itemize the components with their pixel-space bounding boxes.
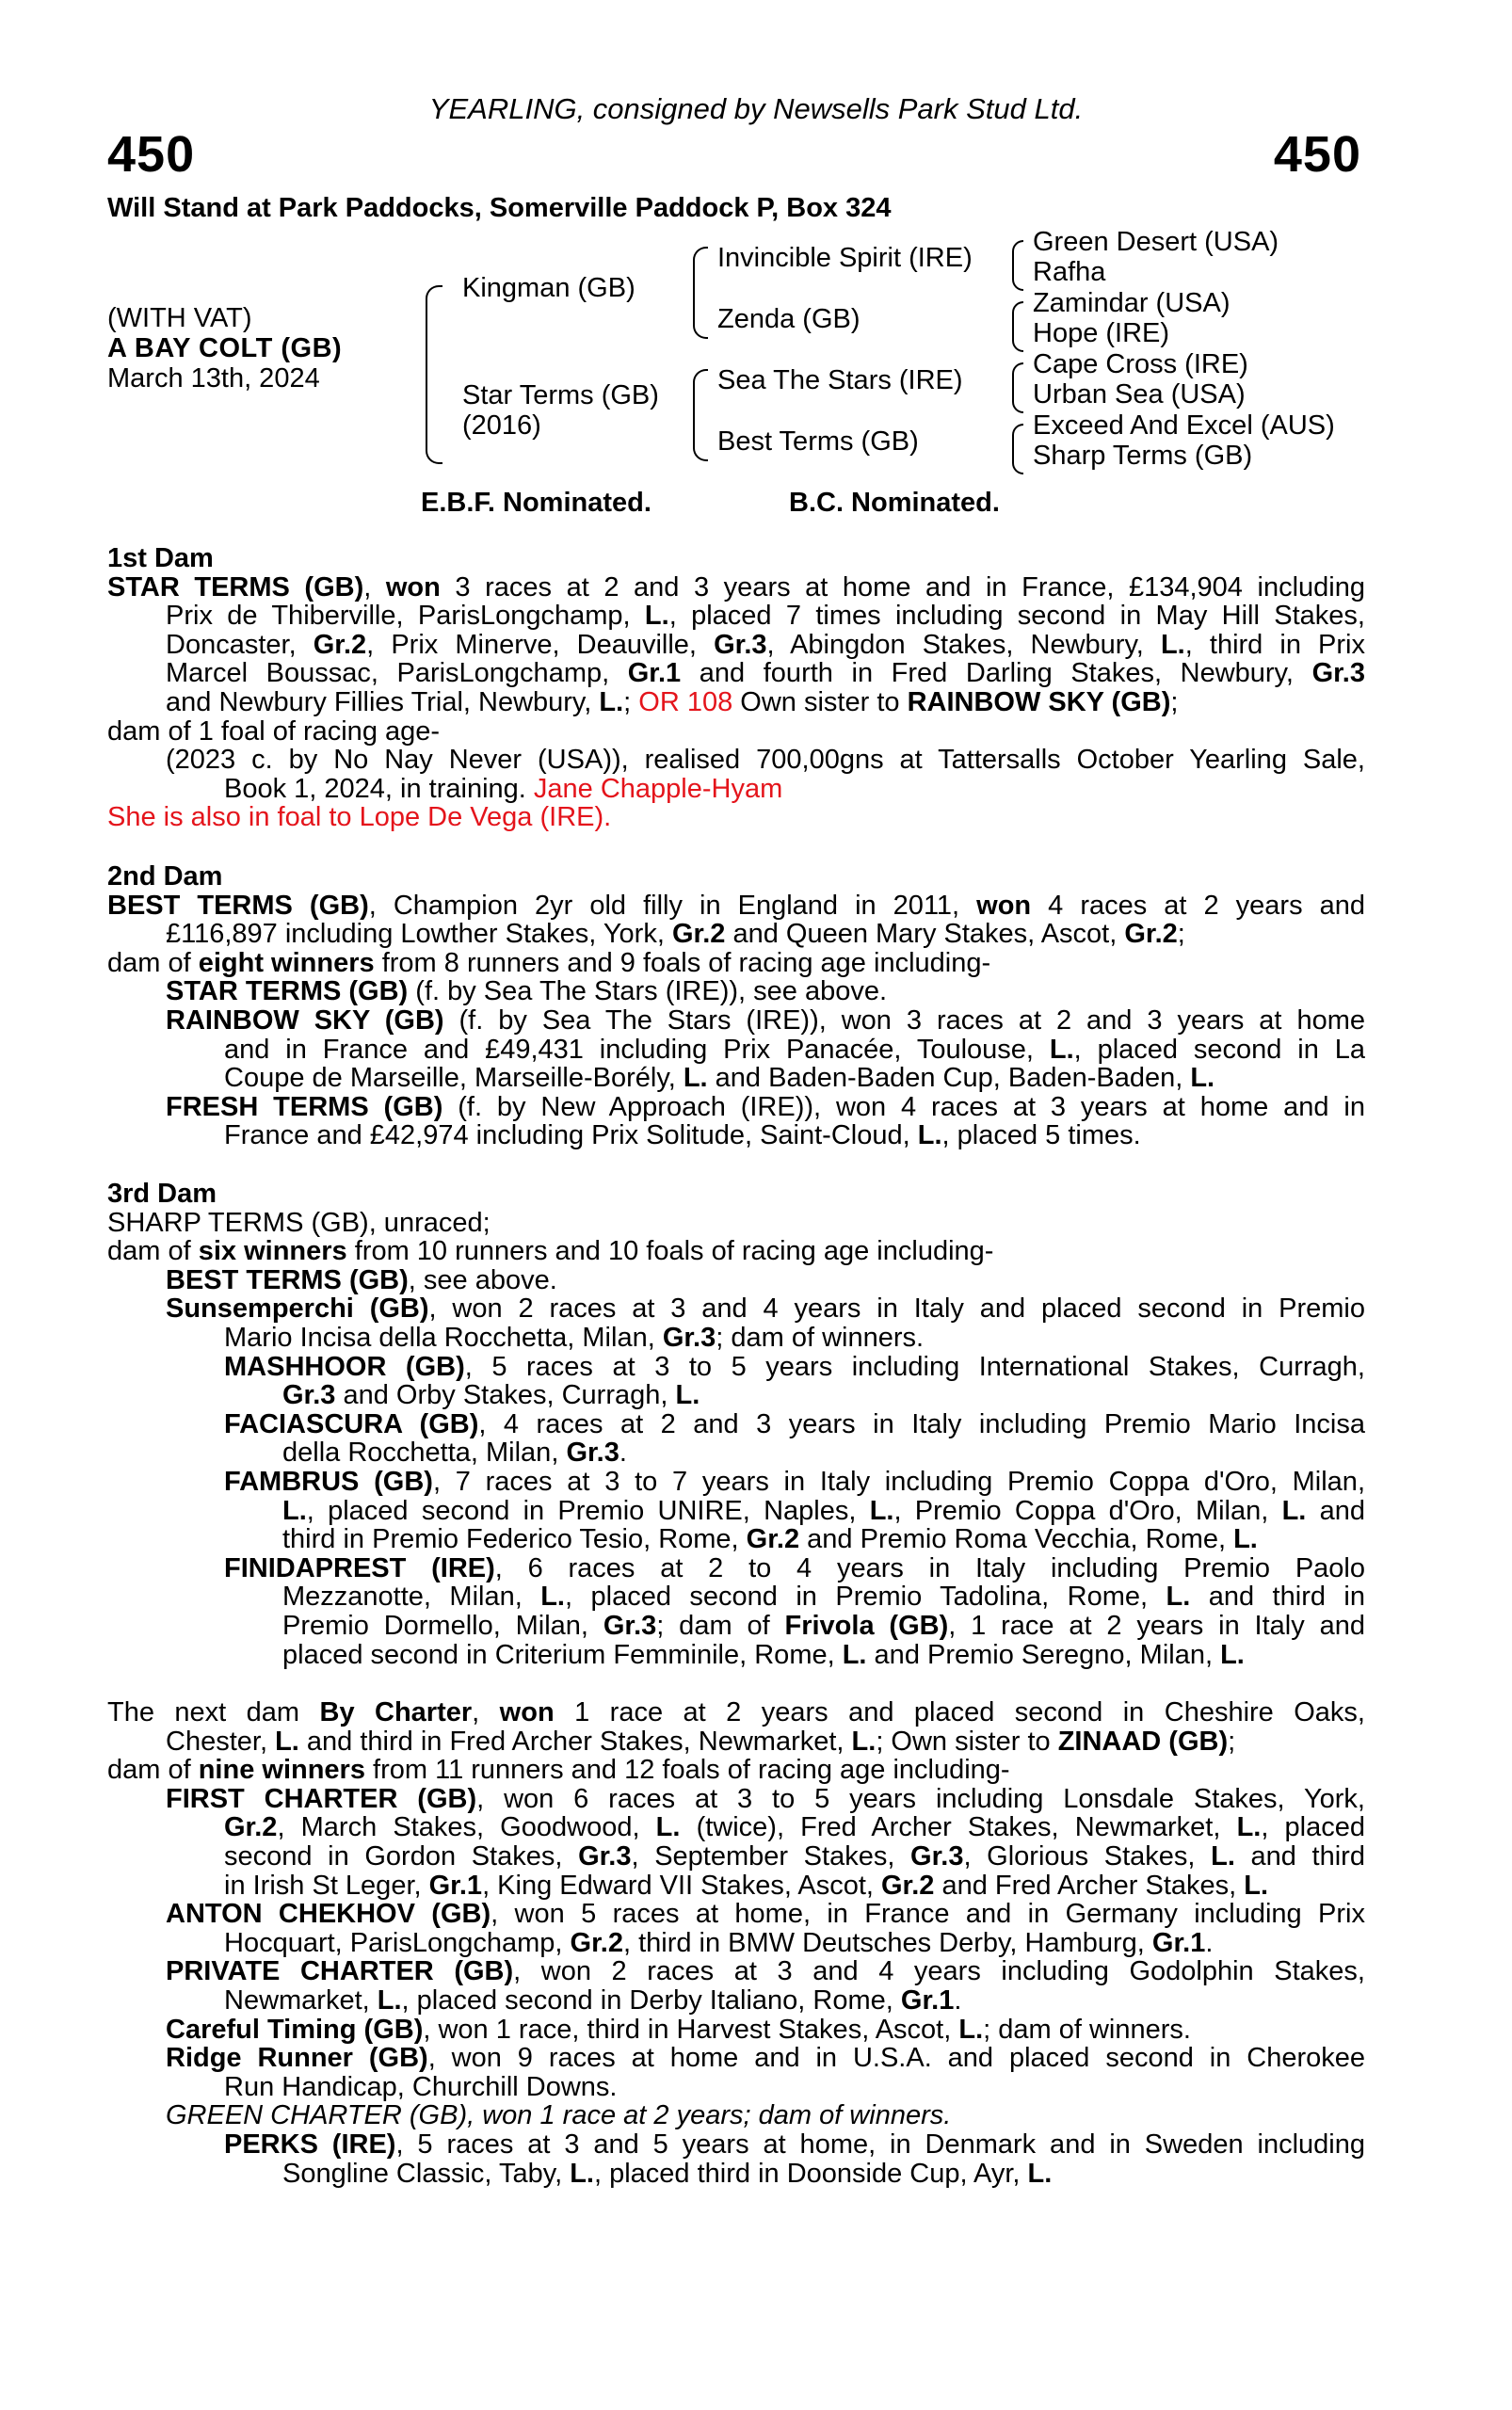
text-line [107,1036,1365,1065]
bold-text: FRESH TERMS (GB) [166,1091,443,1122]
text-line [107,1353,1365,1382]
text-line [107,1986,1365,2016]
pedigree-dam-year: (2016) [462,410,541,441]
pedigree-dsd: Urban Sea (USA) [1033,379,1246,410]
text-span: , placed second in Derby Italiano, Rome, [401,1984,901,2016]
text-line [107,746,1365,775]
bold-text: L. [683,1063,708,1094]
bold-text: L. [1049,1034,1074,1065]
text-span: , 5 races at 3 to 5 years including International Stakes, Curragh, [464,1351,1365,1382]
text-span: 1 race at 2 years and placed second in Cheshire Oaks, [554,1697,1365,1727]
pedigree-ddd: Sharp Terms (GB) [1033,441,1253,471]
bold-text: FACIASCURA (GB) [224,1408,479,1439]
bold-text: Gr.3 [603,1610,657,1641]
bold-text: nine winners [198,1755,365,1786]
text-span: Book 1, 2024, in training. [224,773,534,804]
bold-text: L. [1236,1812,1262,1843]
bold-text: won [385,571,441,602]
highlight-text: OR 108 [638,686,733,717]
bold-text: L. [655,1812,681,1843]
text-line [107,2073,1365,2102]
text-line [107,1324,1365,1353]
pedigree-dss: Cape Cross (IRE) [1033,349,1248,379]
bold-text: Gr.1 [428,1870,483,1901]
bold-text: Careful Timing (GB) [166,2014,424,2045]
text-span: and in France and £49,431 including Prix Panacée, Toulouse, [224,1034,1050,1065]
pedigree-sds: Zamindar (USA) [1033,288,1231,318]
pedigree-bracket-dam [693,369,708,461]
text-span: , third in BMW Deutsches Derby, Hamburg, [622,1927,1152,1958]
text-span: . [954,1984,962,2016]
text-line [107,1900,1365,1929]
bold-text: Gr.3 [1311,658,1365,689]
text-span: ; [1170,686,1179,717]
text-span: Coupe de Marseille, Marseille-Borély, [224,1063,684,1094]
text-span: , Champion 2yr old filly in England in 2011, [368,890,977,921]
bold-text: L. [599,686,624,717]
text-span: and fourth in Fred Darling Stakes, Newbury, [681,658,1312,689]
bold-text: L. [1190,1063,1215,1094]
text-span: , won 2 races at 3 and 4 years in Italy and placed second in Premio [428,1293,1365,1325]
text-line [107,1093,1365,1122]
text-span: in Irish St Leger, [224,1870,429,1901]
text-line [107,1583,1365,1612]
text-line [107,775,1365,804]
text-span: ; Own sister to [876,1726,1058,1757]
text-span: , 5 races at 3 and 5 years at home, in Denmark and in Sweden including [395,2129,1365,2160]
text-span: , won 1 race, third in Harvest Stakes, Ascot, [423,2014,959,2045]
first-dam-body [107,573,1365,832]
text-line [107,1612,1365,1641]
text-line [107,1785,1365,1814]
bold-text: ANTON CHEKHOV (GB) [166,1899,491,1930]
bold-text: L. [1211,1840,1235,1872]
text-span: , won 9 races at home and in U.S.A. and placed second in Cherokee [427,2043,1365,2074]
bold-text: L. [869,1495,894,1526]
text-span: , won 2 races at 3 and 4 years including Godolphin Stakes, [513,1956,1365,1987]
text-line [107,1698,1365,1727]
text-span: and Newbury Fillies Trial, Newbury, [166,686,600,717]
text-span: , won 1 race at 2 years; dam of winners. [467,2100,952,2131]
text-span: , third in Prix [1184,629,1365,660]
text-line [107,1468,1365,1497]
text-span: , [363,571,386,602]
consignor-line: YEARLING, consigned by Newsells Park Stud Ltd. [428,92,1084,125]
text-span: France and £42,974 including Prix Solitude, Saint-Cloud, [224,1120,918,1151]
text-span: , placed second in Premio UNIRE, Naples, [306,1495,870,1526]
text-line [107,2044,1365,2073]
bold-text: L. [675,1380,700,1411]
text-span: , placed 5 times. [941,1120,1141,1151]
third-dam-title: 3rd Dam [107,1179,217,1209]
text-span: Hocquart, ParisLongchamp, [224,1927,571,1958]
text-span: Run Handicap, Churchill Downs. [224,2071,618,2102]
bold-text: MASHHOOR (GB) [224,1351,465,1382]
bold-text: L. [282,1495,307,1526]
text-span: and Orby Stakes, Curragh, [335,1380,676,1411]
text-line [107,2101,1365,2130]
bold-text: L. [540,1582,565,1613]
text-span: Own sister to [732,686,908,717]
text-line [107,1957,1365,1986]
bold-text: L. [917,1120,942,1151]
text-line [107,659,1365,688]
bold-text: Gr.3 [910,1840,964,1872]
bold-text: L. [275,1726,299,1757]
vat-note: (WITH VAT) [107,303,252,333]
text-line [107,631,1365,660]
bold-text: BEST TERMS (GB) [107,890,369,921]
second-dam-section [107,862,1365,1150]
text-span: (f. by New Approach (IRE)), won 4 races at 3 years at home and in [442,1091,1365,1122]
text-span: third in Premio Federico Tesio, Rome, [282,1524,747,1555]
bold-text: Gr.2 [313,629,367,660]
bold-text: Gr.2 [224,1812,278,1843]
bold-text: FINIDAPREST (IRE) [224,1552,495,1583]
text-line [107,1842,1365,1872]
bold-text: L. [1166,1582,1191,1613]
stabling-line: Will Stand at Park Paddocks, Somerville Paddock P, Box 324 [107,193,892,223]
text-span: and Fred Archer Stakes, [934,1870,1245,1901]
text-span: The next dam [107,1697,320,1727]
text-span: , placed [1261,1812,1365,1843]
first-dam-title: 1st Dam [107,543,214,573]
third-dam-section [107,1180,1365,1669]
bold-text: Gr.3 [662,1322,716,1353]
bold-text: won [976,890,1032,921]
bold-text: Ridge Runner (GB) [166,2043,428,2074]
text-line [107,1121,1365,1150]
bold-text: Gr.2 [570,1927,623,1958]
highlight-text: She is also in foal to Lope De Vega (IRE). [107,802,612,833]
bold-text: Gr.1 [900,1984,955,2016]
bold-text: L. [1220,1639,1245,1670]
text-span: ; [623,686,639,717]
bold-text: L. [842,1639,867,1670]
pedigree-dds: Exceed And Excel (AUS) [1033,410,1335,441]
text-span: (twice), Fred Archer Stakes, Newmarket, [680,1812,1237,1843]
text-line [107,1756,1365,1785]
text-line [107,920,1365,949]
text-span: , placed second in Premio Tadolina, Rome, [565,1582,1166,1613]
text-span: . [1205,1927,1214,1958]
text-line [107,1497,1365,1526]
text-span: and third in [1190,1582,1365,1613]
bold-text: won [499,1697,555,1727]
text-span: , won 6 races at 3 to 5 years including Lonsdale Stakes, York, [476,1783,1365,1814]
text-line [107,1381,1365,1410]
bold-text: Gr.2 [746,1524,800,1555]
text-span: ; [1228,1726,1236,1757]
text-line [107,1064,1365,1093]
next-dam-section [107,1698,1365,2188]
text-line [107,892,1365,921]
ebf-nominated: E.B.F. Nominated. [421,488,651,518]
third-dam-body [107,1209,1365,1670]
text-span: Mezzanotte, Milan, [282,1582,541,1613]
bold-text: Gr.3 [714,629,767,660]
bold-text: RAINBOW SKY (GB) [166,1004,444,1036]
text-line [107,1209,1365,1238]
second-dam-body [107,892,1365,1150]
text-span: SHARP TERMS (GB), unraced; [107,1207,491,1238]
bold-text: Gr.3 [566,1438,619,1469]
text-span: from 8 runners and 9 foals of racing age including- [374,947,991,978]
bold-text: FAMBRUS (GB) [224,1466,433,1497]
text-line [107,949,1365,978]
lot-number-left: 450 [107,126,196,183]
text-line [107,1872,1365,1901]
text-span: ; dam of winners. [716,1322,925,1353]
text-line [107,1237,1365,1266]
text-span: dam of [107,947,199,978]
pedigree-sire-dam: Zenda (GB) [717,304,861,334]
pedigree-bracket-2 [1012,301,1023,352]
bold-text: FIRST CHARTER (GB) [166,1783,477,1814]
bold-text: L. [851,1726,877,1757]
bold-text: L. [644,601,669,632]
bold-text: L. [1027,2158,1053,2189]
text-span: and Queen Mary Stakes, Ascot, [725,919,1125,950]
lot-subject-name: A BAY COLT (GB) [107,333,343,363]
text-line [107,1813,1365,1842]
pedigree-bracket-1 [1012,240,1023,291]
text-span: (2023 c. by No Nay Never (USA)), realised 700,00gns at Tattersalls October Yearling Sale, [166,745,1365,776]
text-line [107,1727,1365,1757]
text-line [107,573,1365,602]
text-span: ; dam of winners. [983,2014,1191,2045]
text-span: from 11 runners and 12 foals of racing age including- [364,1755,1010,1786]
text-span: Chester, [166,1726,276,1757]
text-line [107,1438,1365,1468]
next-dam-body [107,1698,1365,2188]
text-span: , placed third in Doonside Cup, Ayr, [593,2158,1028,2189]
bold-text: STAR TERMS (GB) [166,976,409,1007]
text-span: , placed 7 times including second in May Hill Stakes, [668,601,1365,632]
text-span: , 7 races at 3 to 7 years in Italy including Premio Coppa d'Oro, Milan, [432,1466,1365,1497]
text-span: and third in Fred Archer Stakes, Newmarket, [298,1726,852,1757]
text-line [107,1929,1365,1958]
text-line [107,1294,1365,1324]
pedigree-bracket-sire [693,247,708,339]
text-span: , 4 races at 2 and 3 years in Italy including Premio Mario Incisa [478,1408,1365,1439]
pedigree-ssd: Rafha [1033,257,1106,287]
bold-text: Gr.3 [578,1840,632,1872]
bold-text: RAINBOW SKY (GB) [907,686,1171,717]
text-span: and Premio Seregno, Milan, [866,1639,1221,1670]
text-line [107,1641,1365,1670]
bold-text: L. [570,2158,594,2189]
text-span: , March Stakes, Goodwood, [277,1812,656,1843]
pedigree-dam: Star Terms (GB) [462,380,659,410]
foaling-date: March 13th, 2024 [107,363,320,394]
bold-text: eight winners [198,947,375,978]
text-line [107,2016,1365,2045]
bold-text: Frivola (GB) [784,1610,949,1641]
pedigree-sss: Green Desert (USA) [1033,227,1279,257]
text-span: , Premio Coppa d'Oro, Milan, [893,1495,1282,1526]
text-line [107,602,1365,631]
text-span: Mario Incisa della Rocchetta, Milan, [224,1322,663,1353]
bold-text: Sunsemperchi (GB) [166,1293,429,1325]
text-span: and third [1234,1840,1365,1872]
text-span: , placed second in La [1073,1034,1365,1065]
bold-text: L. [1233,1524,1258,1555]
text-span: , Prix Minerve, Deauville, [366,629,715,660]
text-span: and [1306,1495,1365,1526]
text-span: Marcel Boussac, ParisLongchamp, [166,658,628,689]
bold-text: STAR TERMS (GB) [107,571,364,602]
text-span: from 10 runners and 10 foals of racing age including- [346,1236,994,1267]
text-span: 4 races at 2 years and [1031,890,1365,921]
text-line [107,1525,1365,1554]
text-line [107,688,1365,717]
bold-text: By Charter [319,1697,473,1727]
text-span: Newmarket, [224,1984,378,2016]
bold-text: PERKS (IRE) [224,2129,396,2160]
pedigree-bracket-4 [1012,424,1023,474]
text-line [107,2130,1365,2160]
text-line [107,803,1365,832]
text-span: (f. by Sea The Stars (IRE)), see above. [408,976,888,1007]
highlight-text: Jane Chapple-Hyam [533,773,783,804]
second-dam-title: 2nd Dam [107,861,223,892]
bold-text: six winners [198,1236,347,1267]
bold-text: Gr.2 [881,1870,935,1901]
pedigree-bracket-main [426,285,442,464]
text-span: Premio Dormello, Milan, [282,1610,603,1641]
text-line [107,1266,1365,1295]
text-span: 3 races at 2 and 3 years at home and in France, £134,904 including [440,571,1365,602]
text-span: Prix de Thiberville, ParisLongchamp, [166,601,645,632]
bold-text: Gr.3 [282,1380,336,1411]
text-span: (f. by Sea The Stars (IRE)), won 3 races at 2 and 3 years at home [443,1004,1365,1036]
pedigree-bracket-3 [1012,362,1023,413]
bc-nominated: B.C. Nominated. [789,488,1000,518]
first-dam-section [107,544,1365,832]
text-span: dam of [107,1755,199,1786]
bold-text: Gr.1 [1151,1927,1206,1958]
pedigree-dam-dam: Best Terms (GB) [717,426,919,457]
text-span: dam of [107,1236,199,1267]
text-span: della Rocchetta, Milan, [282,1438,567,1469]
text-span: and Baden-Baden Cup, Baden-Baden, [707,1063,1191,1094]
text-span: second in Gordon Stakes, [224,1840,579,1872]
bold-text: L. [1244,1870,1269,1901]
bold-text: L. [377,1984,402,2016]
text-line [107,2160,1365,2189]
bold-text: BEST TERMS (GB) [166,1264,409,1295]
bold-text: ZINAAD (GB) [1057,1726,1229,1757]
text-line [107,977,1365,1006]
pedigree-dam-sire: Sea The Stars (IRE) [717,365,963,395]
text-span: ; [1177,919,1185,950]
text-span: £116,897 including Lowther Stakes, York, [166,919,672,950]
text-span: , 6 races at 2 to 4 years in Italy including Premio Paolo [494,1552,1365,1583]
text-line [107,1006,1365,1036]
text-line [107,1554,1365,1583]
text-span: , September Stakes, [631,1840,911,1872]
text-span: , [472,1697,500,1727]
text-span: ; dam of [656,1610,785,1641]
text-span: and Premio Roma Vecchia, Rome, [799,1524,1234,1555]
text-span: , won 5 races at home, in France and in Germany including Prix [491,1899,1365,1930]
text-span: Doncaster, [166,629,314,660]
text-span: , Glorious Stakes, [963,1840,1212,1872]
bold-text: Gr.2 [1124,919,1178,950]
text-span: Songline Classic, Taby, [282,2158,571,2189]
text-line [107,1410,1365,1439]
bold-text: L. [1160,629,1185,660]
bold-text: PRIVATE CHARTER (GB) [166,1956,514,1987]
text-span: , Abingdon Stakes, Newbury, [766,629,1161,660]
text-span: , King Edward VII Stakes, Ascot, [482,1870,881,1901]
text-span: GREEN CHARTER (GB) [166,2100,468,2131]
text-line [107,717,1365,747]
bold-text: L. [958,2014,984,2045]
pedigree-sire: Kingman (GB) [462,273,635,303]
text-span: . [619,1438,627,1469]
bold-text: Gr.2 [671,919,726,950]
text-span: , see above. [408,1264,557,1295]
text-span: dam of 1 foal of racing age- [107,715,441,747]
pedigree-sdd: Hope (IRE) [1033,318,1170,348]
text-span: placed second in Criterium Femminile, Rome, [282,1639,843,1670]
bold-text: Gr.1 [627,658,682,689]
text-span: , 1 race at 2 years in Italy and [948,1610,1365,1641]
pedigree-sire-sire: Invincible Spirit (IRE) [717,243,973,273]
lot-number-right: 450 [1273,126,1361,183]
bold-text: L. [1281,1495,1307,1526]
